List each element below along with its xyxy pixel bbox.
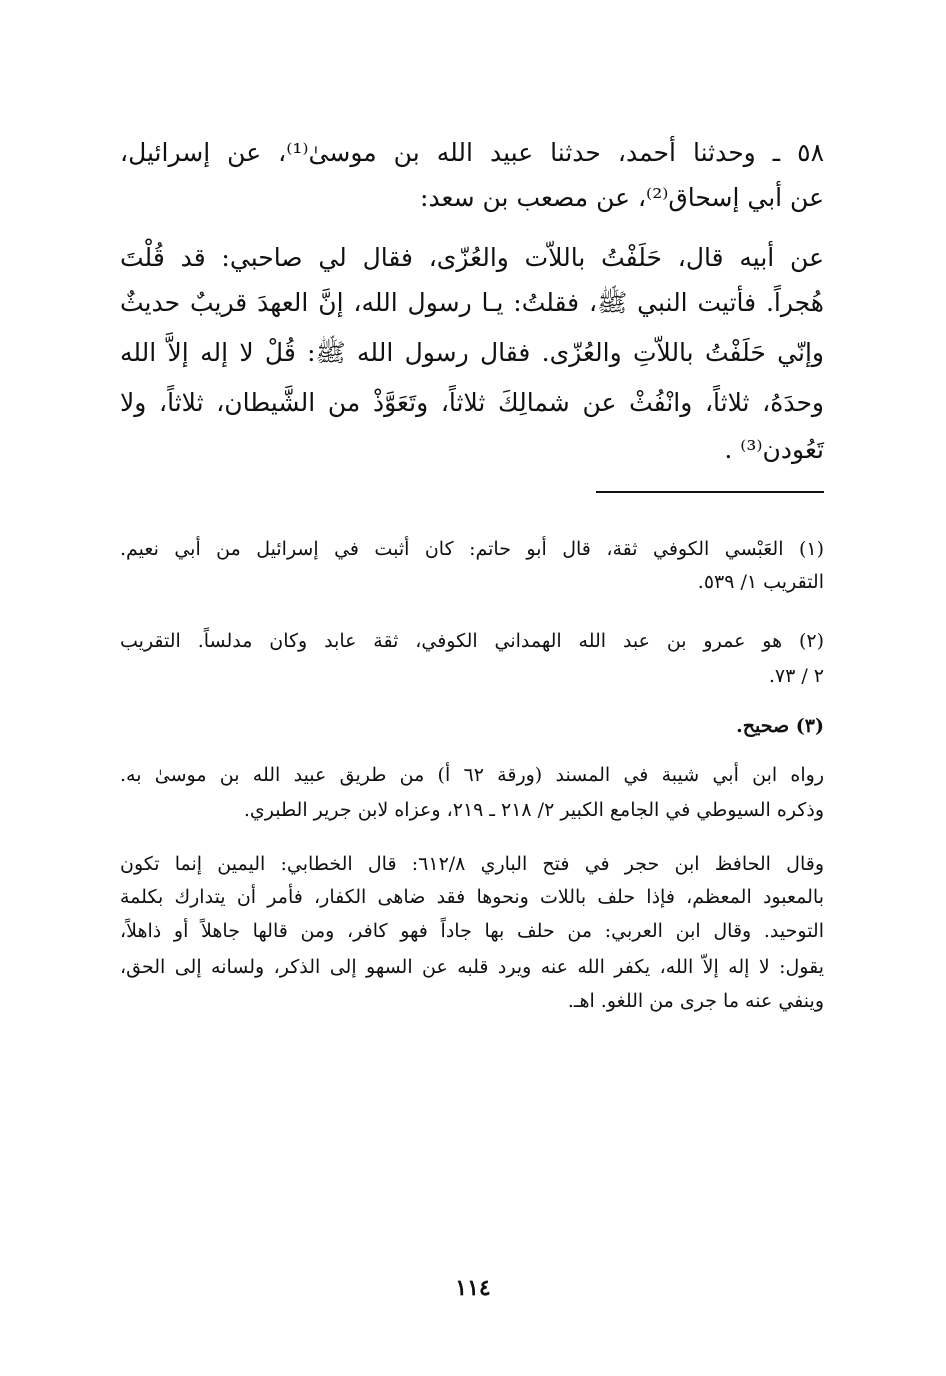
footnote-line: التوحيد. وقال ابن العربي: من حلف بها جاداً فهو كافر، ومن قالها جاهلاً أو ذاهلاً، — [120, 920, 824, 942]
footnote-line: (٣) صحيح. — [736, 715, 824, 737]
footnote-line: يقول: لا إله إلاّ الله، يكفر الله عنه ويرد قلبه عن السهو إلى الذكر، ولسانه إلى الحق، — [120, 956, 824, 978]
hadith-line: ٥٨ ـ وحدثنا أحمد، حدثنا عبيد الله بن موسىٰ⁽¹⁾، عن إسرائيل، — [120, 138, 825, 167]
hadith-line: تَعُودن⁽³⁾ . — [724, 435, 824, 464]
footnote-line: (١) العَبْسي الكوفي ثقة، قال أبو حاتم: كان أثبت في إسرائيل من أبي نعيم. — [120, 538, 824, 560]
footnote-line: وذكره السيوطي في الجامع الكبير ٢/ ٢١٨ ـ ٢١٩، وعزاه لابن جرير الطبري. — [243, 799, 824, 821]
hadith-line: عن أبي إسحاق⁽²⁾، عن مصعب بن سعد: — [420, 183, 824, 212]
footnote-line: التقريب ١/ ٥٣٩. — [697, 571, 824, 593]
hadith-line: عن أبيه قال، حَلَفْتُ باللاّت والعُزّى، فقال لي صاحبي: قد قُلْتَ — [120, 243, 824, 272]
hadith-line: هُجراً. فأتيت النبي ﷺ، فقلتُ: يـا رسول الله، إنَّ العهدَ قريبٌ حديثٌ — [120, 288, 824, 317]
page-number: ١١٤ — [455, 1275, 491, 1301]
footnote-line: ٢ / ٧٣. — [768, 665, 824, 687]
footnote-line: وقال الحافظ ابن حجر في فتح الباري ٦١٢/٨: قال الخطابي: اليمين إنما تكون — [120, 853, 824, 875]
footnote-line: بالمعبود المعظم، فإذا حلف باللات ونحوها فقد ضاهى الكفار، فأمر أن يتدارك بكلمة — [120, 886, 824, 908]
hadith-line: وإنّي حَلَفْتُ باللاّتِ والعُزّى. فقال رسول الله ﷺ: قُلْ لا إله إلاَّ الله — [120, 338, 824, 367]
footnote-separator — [596, 491, 824, 493]
footnote-line: وينفي عنه ما جرى من اللغو. اهـ. — [567, 990, 824, 1012]
hadith-line: وحدَهُ، ثلاثاً، وانْفُثْ عن شمالِكَ ثلاثاً، وتَعَوَّذْ من الشَّيطان، ثلاثاً، ولا — [120, 388, 824, 417]
footnote-line: رواه ابن أبي شيبة في المسند (ورقة ٦٢ أ) من طريق عبيد الله بن موسىٰ به. — [120, 764, 824, 786]
footnote-line: (٢) هو عمرو بن عبد الله الهمداني الكوفي، ثقة عابد وكان مدلساً. التقريب — [120, 630, 824, 652]
